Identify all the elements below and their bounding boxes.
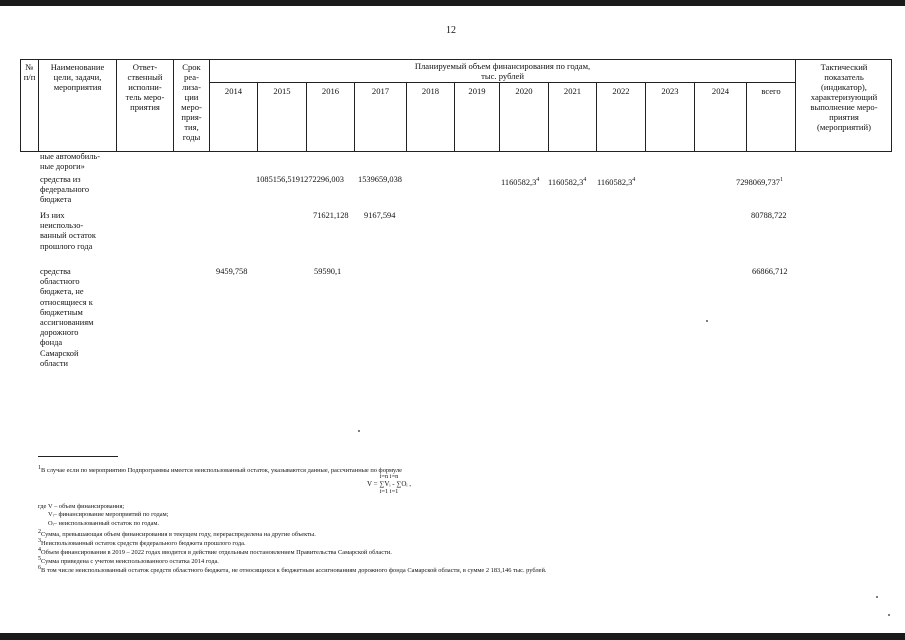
footnote-rule bbox=[38, 456, 118, 457]
bottom-border bbox=[0, 633, 905, 640]
cell-federal-2022: 1160582,3$^4$ bbox=[597, 177, 636, 187]
row-name-federal: средства из федерального бюджета bbox=[40, 175, 90, 205]
top-border bbox=[0, 0, 905, 6]
cell-remainder-2017: 9167,594 bbox=[364, 211, 396, 220]
page-number: 12 bbox=[446, 25, 456, 36]
year-2018: 2018 bbox=[421, 86, 440, 96]
formula: i=n i=n V = ∑Vᵢ - ∑Oᵢ , i=1 i=1 bbox=[366, 473, 412, 495]
year-2019: 2019 bbox=[468, 86, 486, 96]
year-2022: 2022 bbox=[612, 86, 630, 96]
year-2015: 2015 bbox=[273, 86, 291, 96]
scan-speck bbox=[706, 320, 708, 322]
year-2021: 2021 bbox=[563, 86, 582, 96]
year-total: всего bbox=[761, 86, 781, 96]
scan-speck bbox=[888, 614, 890, 616]
header-term: Срок реа- лиза- ции меро- прия- тия, годы bbox=[181, 62, 202, 142]
header-responsible: Ответ- ственный исполни- тель меро- приятия bbox=[125, 62, 165, 112]
year-2024: 2024 bbox=[711, 86, 730, 96]
scan-speck bbox=[876, 596, 878, 598]
footnote-2: $^2$Сумма, превышающая объем финансирования в текущем году, перераспределена на другие объекты. bbox=[38, 529, 316, 539]
cell-remainder-2016: 71621,128 bbox=[313, 211, 349, 220]
header-number: № п/п bbox=[23, 62, 36, 82]
footnote-6: $^6$В том числе неиспользованный остаток средств областного бюджета, не относящихся к бюджетным ассигнованиям дорожного фонда Самарской области, в сумме 2 183,146 тыс. рублей. bbox=[38, 565, 547, 575]
row-name-continuation: ные автомобиль- ные дороги» bbox=[40, 152, 100, 172]
year-2016: 2016 bbox=[321, 86, 340, 96]
year-2023: 2023 bbox=[661, 86, 679, 96]
scan-speck bbox=[358, 430, 360, 432]
cell-regional-2014: 9459,758 bbox=[216, 267, 248, 276]
cell-federal-total: 7298069,737$^1$ bbox=[736, 177, 783, 187]
header-indicator: Тактический показатель (индикатор), характеризующий выполнение меро- приятия (мероприятий) bbox=[810, 62, 878, 132]
header-name: Наименование цели, задачи, мероприятия bbox=[50, 62, 105, 92]
footnote-oi: Oᵢ– неиспользованный остаток по годам. bbox=[48, 520, 159, 527]
table-header bbox=[20, 59, 892, 152]
footnote-5: $^5$Сумма приведена с учетом неиспользованного остатка 2014 года. bbox=[38, 556, 219, 566]
footnote-3: $^3$Неиспользованный остаток средств федерального бюджета прошлого года. bbox=[38, 538, 246, 548]
header-financing: Планируемый объем финансирования по годам, тыс. рублей bbox=[414, 61, 591, 81]
cell-regional-total: 66866,712 bbox=[752, 267, 788, 276]
year-2020: 2020 bbox=[515, 86, 533, 96]
footnote-4: $^4$Объем финансирования в 2019 – 2022 годах вводится в действие отдельным постановлением Правительства Самарской области. bbox=[38, 547, 392, 557]
year-2017: 2017 bbox=[371, 86, 390, 96]
cell-federal-2015-2016: 1085156,5191272296,003 bbox=[256, 175, 344, 184]
cell-regional-2016: 59590,1 bbox=[314, 267, 342, 276]
footnote-1: $^1$В случае если по мероприятию Подпрограммы имеется неиспользованный остаток, указываются данные, рассчитанные по формуле bbox=[38, 465, 402, 475]
cell-federal-2017: 1539659,038 bbox=[358, 175, 402, 184]
year-2014: 2014 bbox=[224, 86, 243, 96]
cell-remainder-total: 80788,722 bbox=[751, 211, 787, 220]
row-name-regional: средства областного бюджета, не относящиеся к бюджетным ассигнованиям дорожного фонда Самарской области bbox=[40, 267, 94, 368]
footnote-vi: Vᵢ– финансирование мероприятий по годам; bbox=[48, 511, 169, 518]
footnote-where: где V – объем финансирования; bbox=[38, 503, 125, 510]
cell-federal-2021: 1160582,3$^4$ bbox=[548, 177, 587, 187]
row-name-unused-remainder: Из них неиспользо- ванный остаток прошлого года bbox=[40, 211, 96, 251]
cell-federal-2020: 1160582,3$^4$ bbox=[501, 177, 540, 187]
